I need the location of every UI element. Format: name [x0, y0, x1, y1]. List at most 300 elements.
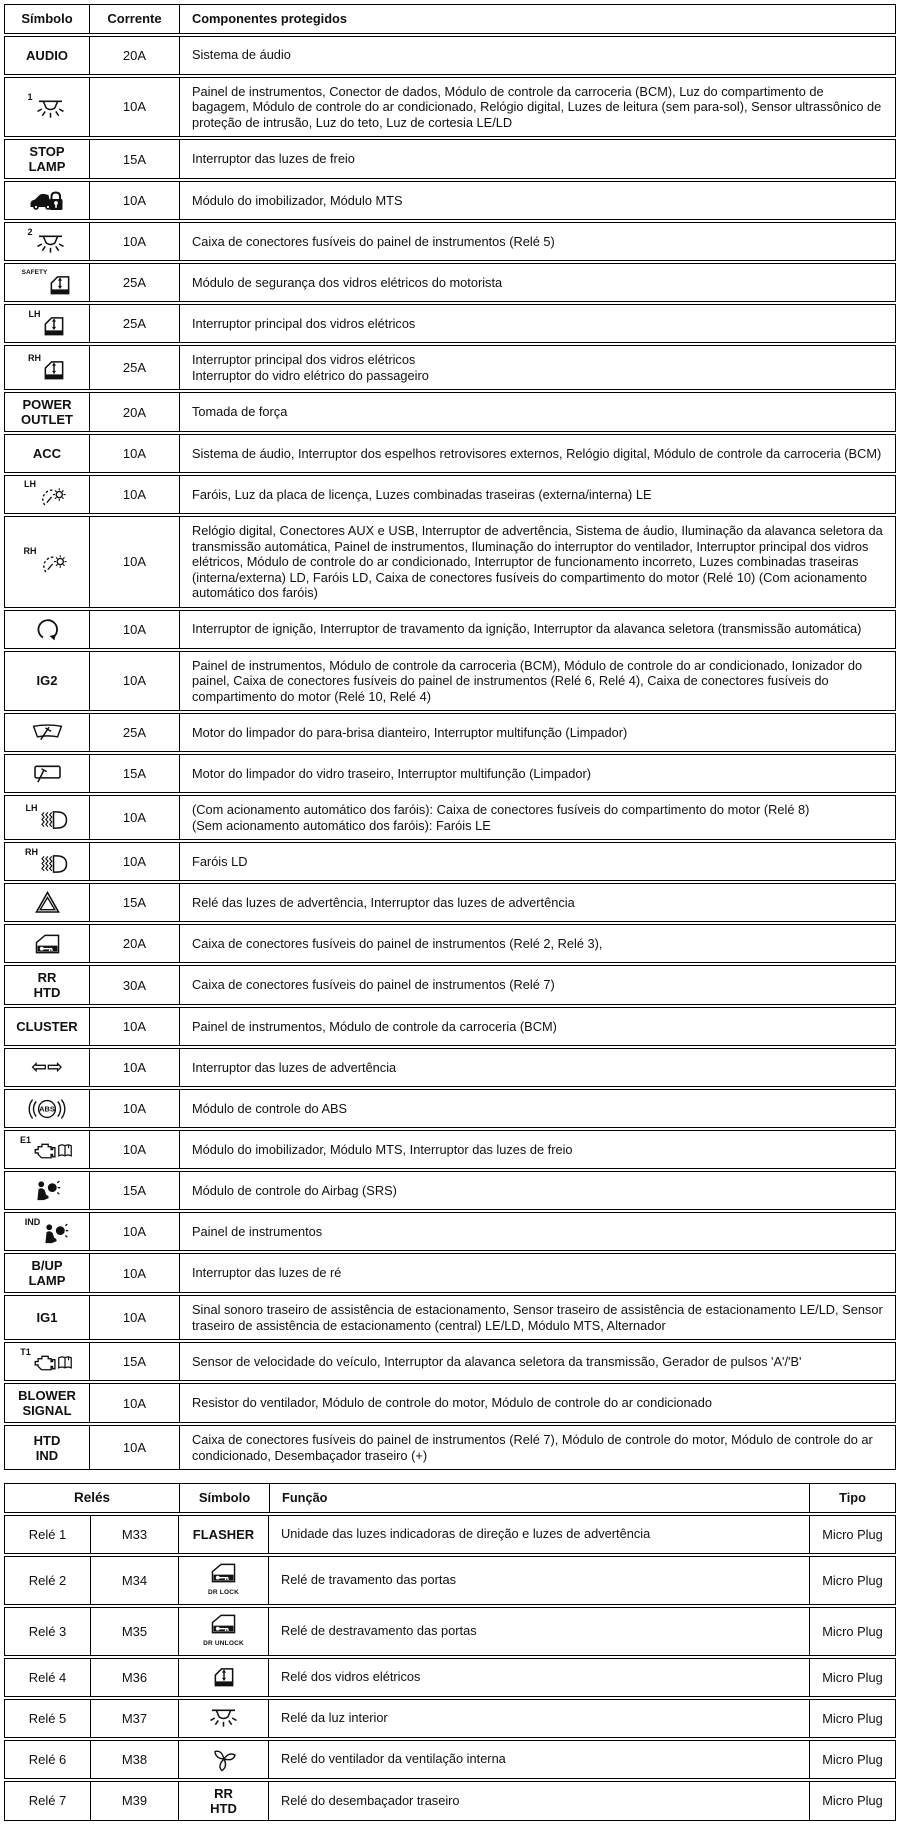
fuse-header-components: Componentes protegidos [179, 5, 895, 33]
relay-table-header [4, 1483, 896, 1513]
fuse-row [4, 610, 896, 649]
symbol [22, 269, 73, 297]
fuse-components-cell [179, 1426, 895, 1469]
symbol-label: IG2 [36, 673, 58, 689]
fuse-current-cell: 10A [89, 223, 179, 260]
fuse-symbol-cell [5, 1384, 89, 1422]
fuse-row [4, 36, 896, 75]
component-text: Caixa de conectores fusíveis do painel de instrumentos (Relé 5) [192, 233, 555, 249]
symbol-label: HTD [33, 985, 61, 1000]
symbol-prefix: T1 [20, 1346, 31, 1357]
symbol-label: STOP [29, 144, 65, 159]
fuse-row [4, 434, 896, 473]
symbol [33, 1179, 61, 1203]
relay-name-cell: Relé 4 [28, 1669, 67, 1685]
fuse-symbol-cell [5, 517, 89, 607]
fuse-components-cell [179, 346, 895, 389]
fuse-current-cell: 10A [89, 1254, 179, 1292]
fuse-symbol-cell [5, 1296, 89, 1339]
component-text: Caixa de conectores fusíveis do painel de instrumentos (Relé 7) [192, 977, 555, 993]
relay-row [4, 1607, 896, 1656]
fuse-row [4, 795, 896, 840]
symbol [26, 804, 69, 832]
symbol [20, 1348, 74, 1376]
fuse-current-cell: 10A [89, 1049, 179, 1086]
symbol-label: AUDIO [26, 47, 68, 63]
symbol [33, 932, 62, 956]
symbol-label: IND [35, 1447, 59, 1463]
relay-function-cell: Relé de destravamento das portas [268, 1608, 809, 1655]
symbol [24, 480, 70, 509]
fuse-current-cell: 10A [89, 476, 179, 513]
relay-type-cell: Micro Plug [809, 1659, 895, 1696]
relay-type-cell: Micro Plug [809, 1700, 895, 1737]
fuse-row [4, 842, 896, 881]
fuse-symbol-cell [5, 755, 89, 792]
component-text: Módulo do imobilizador, Módulo MTS [192, 192, 403, 208]
fuse-symbol-cell [5, 796, 89, 839]
fuse-components-cell [179, 1384, 895, 1422]
relay-row [4, 1781, 896, 1821]
fuse-symbol-cell [5, 78, 89, 137]
door-lock-key-icon [33, 932, 62, 956]
relay-header-type: Tipo [809, 1484, 895, 1512]
fuse-header-symbol: Símbolo [21, 11, 73, 27]
component-text: Sistema de áudio [192, 47, 291, 63]
relay-name-cell: Relé 6 [28, 1751, 67, 1767]
symbol-prefix: IND [24, 1216, 41, 1227]
fuse-symbol-cell [5, 611, 89, 648]
power-window-icon [42, 354, 66, 382]
fuse-components-cell [179, 1008, 895, 1045]
fuse-symbol-cell [5, 884, 89, 921]
symbol [207, 1706, 240, 1730]
symbol-caption: DR LOCK [207, 1588, 239, 1596]
interior-light-icon [34, 228, 67, 256]
fuse-current-cell: 30A [89, 966, 179, 1004]
fuse-row [4, 651, 896, 712]
fuse-components-cell [179, 1343, 895, 1380]
fuse-row [4, 181, 896, 220]
component-text: Motor do limpador do para-brisa dianteiro, Interruptor multifunção (Limpador) [192, 724, 628, 740]
fuse-components-cell [179, 1213, 895, 1250]
engine-diagnostics-icon [32, 1348, 74, 1376]
relay-code-cell: M35 [90, 1608, 178, 1655]
fuse-table-body [4, 36, 896, 1471]
relay-table [4, 1483, 896, 1821]
power-window-icon [48, 269, 72, 297]
fuse-current-cell: 20A [89, 925, 179, 962]
position-lamp-icon [37, 480, 70, 509]
fuse-current-cell: 15A [89, 1343, 179, 1380]
relay-name-cell: Relé 3 [28, 1623, 67, 1639]
fuse-components-cell [179, 1090, 895, 1127]
symbol-label: HTD [33, 1432, 61, 1448]
relay-type-cell: Micro Plug [809, 1782, 895, 1820]
hazard-warning-icon [34, 890, 61, 915]
fuse-symbol-cell [5, 1008, 89, 1045]
symbol [28, 354, 66, 382]
fuse-symbol-cell [5, 1254, 89, 1292]
symbol [30, 721, 65, 745]
fuse-current-cell: 15A [89, 140, 179, 178]
fuse-row [4, 924, 896, 963]
fuse-components-cell [179, 78, 895, 137]
relay-symbol-cell [178, 1557, 268, 1604]
symbol [25, 1218, 70, 1246]
fuse-row [4, 304, 896, 343]
relay-header-symbol: Símbolo [179, 1484, 269, 1512]
component-text: Interruptor de ignição, Interruptor de travamento da ignição, Interruptor da alavanca seletora (transmissão automática) [192, 621, 862, 637]
headlight-icon [39, 848, 69, 876]
component-text: Módulo de controle do Airbag (SRS) [192, 1182, 397, 1198]
component-text: Interruptor principal dos vidros elétricos [192, 315, 416, 331]
fuse-row [4, 77, 896, 138]
component-text: Interruptor principal dos vidros elétricos [192, 352, 416, 367]
symbol-label: CLUSTER [16, 1019, 78, 1034]
fuse-row [4, 1253, 896, 1293]
fuse-row [4, 139, 896, 179]
relay-header-function: Função [269, 1484, 809, 1512]
relay-name-cell: Relé 1 [28, 1526, 67, 1542]
component-text: Faróis, Luz da placa de licença, Luzes combinadas traseiras (externa/interna) LE [192, 486, 652, 502]
symbol-label: BLOWER [18, 1388, 76, 1403]
relay-code-cell: M33 [90, 1516, 178, 1553]
fuse-row [4, 1089, 896, 1128]
component-text: Interruptor das luzes de ré [192, 1265, 342, 1281]
fuse-symbol-cell [5, 223, 89, 260]
fuse-current-cell: 10A [89, 611, 179, 648]
fuse-symbol-cell [5, 1049, 89, 1086]
fuse-components-cell [179, 37, 895, 74]
fuse-components-cell [179, 182, 895, 219]
fuse-row [4, 713, 896, 752]
relay-type-cell: Micro Plug [809, 1516, 895, 1553]
fuse-components-cell [179, 1296, 895, 1339]
symbol [27, 1096, 67, 1122]
fuse-current-cell: 10A [89, 1296, 179, 1339]
fuse-symbol-cell [5, 305, 89, 342]
fuse-components-cell [179, 476, 895, 513]
fuse-row [4, 263, 896, 302]
fuse-symbol-cell [5, 37, 89, 74]
fuse-row [4, 475, 896, 514]
symbol [24, 547, 71, 576]
relay-code-cell: M34 [90, 1557, 178, 1604]
relay-code-cell: M38 [90, 1741, 178, 1778]
power-window-icon [42, 310, 66, 338]
fuse-table [4, 4, 896, 1470]
fuse-current-cell: 10A [89, 1384, 179, 1422]
relay-type-cell: Micro Plug [809, 1608, 895, 1655]
symbol [31, 1058, 63, 1078]
abs-icon [27, 1096, 67, 1122]
component-text: Caixa de conectores fusíveis do painel de instrumentos (Relé 2, Relé 3), [192, 935, 603, 951]
symbol [212, 1665, 236, 1689]
fuse-symbol-cell [5, 714, 89, 751]
interior-light-icon [207, 1706, 240, 1730]
fuse-row [4, 1212, 896, 1251]
relay-function-cell: Relé do ventilador da ventilação interna [268, 1741, 809, 1778]
power-window-icon [212, 1665, 236, 1689]
symbol-prefix: RH [23, 546, 37, 557]
relay-row [4, 1658, 896, 1697]
fuse-current-cell: 10A [89, 843, 179, 880]
fuse-components-cell [179, 1254, 895, 1292]
rear-wiper-icon [30, 762, 65, 786]
headlight-icon [39, 804, 69, 832]
fuse-components-cell [179, 714, 895, 751]
component-text: Sistema de áudio, Interruptor dos espelhos retrovisores externos, Relógio digital, Módulo de controle da carroceria (BCM) [192, 445, 882, 461]
fuse-components-cell [179, 884, 895, 921]
relay-name-cell: Relé 2 [28, 1572, 67, 1588]
fan-icon [211, 1746, 237, 1772]
symbol-prefix: RH [25, 846, 38, 857]
fuse-components-cell [179, 435, 895, 472]
fuse-symbol-cell [5, 435, 89, 472]
interior-light-icon [34, 93, 67, 121]
fuse-row [4, 1342, 896, 1381]
fuse-components-cell [179, 1131, 895, 1168]
fuse-row [4, 516, 896, 608]
fuse-row [4, 883, 896, 922]
turn-signal-arrows-icon: ⇦⇨ [31, 1056, 63, 1078]
fuse-components-cell [179, 1049, 895, 1086]
fuse-current-cell: 10A [89, 182, 179, 219]
engine-diagnostics-icon [32, 1136, 74, 1164]
fuse-row [4, 1295, 896, 1340]
symbol-label: IG1 [36, 1310, 58, 1325]
fuse-components-cell [179, 755, 895, 792]
relay-code-cell: M39 [90, 1782, 178, 1820]
fuse-current-cell: 25A [89, 714, 179, 751]
relay-symbol-cell [178, 1516, 268, 1553]
symbol-prefix: RH [28, 352, 41, 363]
fuse-row [4, 754, 896, 793]
relay-function-cell: Unidade das luzes indicadoras de direção e luzes de advertência [268, 1516, 809, 1553]
relay-table-body [4, 1515, 896, 1821]
component-text: Interruptor das luzes de freio [192, 151, 355, 167]
symbol-label: SIGNAL [22, 1403, 72, 1418]
fuse-current-cell: 10A [89, 78, 179, 137]
fuse-components-cell [179, 517, 895, 607]
fuse-components-cell [179, 843, 895, 880]
component-text: (Com acionamento automático dos faróis): Caixa de conectores fusíveis do compartimento do motor (Relé 8) [192, 802, 810, 817]
relay-symbol-cell [178, 1700, 268, 1737]
fuse-components-cell [179, 305, 895, 342]
symbol [34, 890, 61, 915]
fuse-components-cell [179, 393, 895, 431]
symbol [27, 93, 66, 121]
component-text: Caixa de conectores fusíveis do painel de instrumentos (Relé 7), Módulo de controle do motor, Módulo de controle do ar condicionado, Desembaçador traseiro (+) [192, 1432, 873, 1463]
relay-row [4, 1515, 896, 1554]
symbol [25, 848, 69, 876]
fuse-symbol-cell [5, 1131, 89, 1168]
fuse-symbol-cell [5, 652, 89, 711]
fuse-symbol-cell [5, 476, 89, 513]
fuse-current-cell: 15A [89, 1172, 179, 1209]
fuse-header-current: Corrente [89, 5, 179, 33]
symbol [211, 1746, 237, 1772]
fuse-row [4, 965, 896, 1005]
symbol [30, 762, 65, 786]
fuse-components-cell [179, 264, 895, 301]
door-lock-key-icon [209, 1612, 238, 1636]
fuse-current-cell: 10A [89, 1131, 179, 1168]
fuse-symbol-cell [5, 1426, 89, 1469]
relay-row [4, 1556, 896, 1605]
relay-row [4, 1740, 896, 1779]
svg-text:ABS: ABS [39, 1104, 55, 1114]
symbol-prefix: LH [28, 308, 41, 319]
symbol-label: RR [37, 970, 57, 985]
fuse-symbol-cell [5, 346, 89, 389]
symbol-label: FLASHER [192, 1526, 255, 1542]
relay-symbol-cell [178, 1782, 268, 1820]
fuse-symbol-cell [5, 925, 89, 962]
fuse-table-header [4, 4, 896, 34]
symbol [209, 1612, 238, 1636]
symbol-prefix: LH [25, 802, 38, 813]
ignition-icon [35, 617, 60, 642]
fuse-current-cell: 20A [89, 37, 179, 74]
fuse-current-cell: 25A [89, 264, 179, 301]
fuse-row [4, 1130, 896, 1169]
component-text: Sensor de velocidade do veículo, Interruptor da alavanca seletora da transmissão, Gerador de pulsos 'A'/'B' [192, 1353, 802, 1369]
fuse-symbol-cell [5, 140, 89, 178]
symbol [35, 617, 60, 642]
fuse-symbol-cell [5, 843, 89, 880]
symbol-prefix: E1 [19, 1134, 31, 1145]
component-text: (Sem acionamento automático dos faróis): Faróis LE [192, 817, 491, 833]
door-lock-key-icon [209, 1561, 238, 1585]
relay-name-cell: Relé 7 [28, 1793, 67, 1808]
fuse-row [4, 1383, 896, 1423]
fuse-current-cell: 20A [89, 393, 179, 431]
fuse-components-cell [179, 966, 895, 1004]
symbol-label: LAMP [28, 1273, 66, 1288]
symbol [209, 1561, 238, 1585]
fuse-components-cell [179, 1172, 895, 1209]
fuse-current-cell: 15A [89, 884, 179, 921]
relay-code-cell: M36 [90, 1659, 178, 1696]
fuse-row [4, 1007, 896, 1046]
symbol-label: ACC [32, 446, 62, 461]
fuse-row [4, 1171, 896, 1210]
relay-code-cell: M37 [90, 1700, 178, 1737]
relay-type-cell: Micro Plug [809, 1741, 895, 1778]
car-lock-icon [29, 188, 65, 213]
relay-symbol-cell [178, 1608, 268, 1655]
component-text: Motor do limpador do vidro traseiro, Interruptor multifunção (Limpador) [192, 765, 592, 781]
relay-function-cell: Relé da luz interior [268, 1700, 809, 1737]
symbol-label: B/UP [31, 1258, 63, 1273]
fuse-row [4, 345, 896, 390]
airbag-icon [41, 1218, 69, 1246]
fuse-current-cell: 25A [89, 305, 179, 342]
fuse-components-cell [179, 652, 895, 711]
fuse-symbol-cell [5, 264, 89, 301]
component-text: Tomada de força [192, 404, 288, 420]
component-text: Módulo do imobilizador, Módulo MTS, Interruptor das luzes de freio [192, 1141, 573, 1157]
symbol-label: POWER [22, 397, 72, 412]
relay-symbol-cell [178, 1659, 268, 1696]
relay-function-cell: Relé dos vidros elétricos [268, 1659, 809, 1696]
fuse-components-cell [179, 925, 895, 962]
fuse-symbol-cell [5, 1213, 89, 1250]
symbol [20, 1136, 74, 1164]
symbol-prefix: 1 [27, 91, 33, 102]
symbol-label: LAMP [28, 159, 66, 174]
symbol-prefix: LH [24, 479, 36, 489]
fuse-current-cell: 10A [89, 652, 179, 711]
component-text: Relógio digital, Conectores AUX e USB, Interruptor de advertência, Sistema de áudio, Iluminação da alavanca seletora da transmissão automática, Painel de instrumentos, Iluminação do interruptor do ventilador, Interruptor principal dos vidros elétricos, Módulo de controle do ar condicionado, Interruptor de funcionamento incorreto, Luzes combinadas traseiras (interna/externa) LD, Faróis LD, Caixa de conectores fusíveis do compartimento do motor (Relé 10) (Com acionamento automático dos faróis) [192, 523, 883, 600]
relay-header-relays: Relés [73, 1490, 111, 1506]
component-text: Módulo de segurança dos vidros elétricos do motorista [192, 274, 503, 290]
fuse-row [4, 392, 896, 432]
relay-function-cell: Relé do desembaçador traseiro [268, 1782, 809, 1820]
relay-type-cell: Micro Plug [809, 1557, 895, 1604]
fuse-current-cell: 10A [89, 1426, 179, 1469]
fuse-row [4, 222, 896, 261]
component-text: Relé das luzes de advertência, Interruptor das luzes de advertência [192, 894, 575, 910]
symbol-label: RR [214, 1785, 233, 1801]
symbol [27, 228, 66, 256]
fuse-row [4, 1425, 896, 1470]
component-text: Painel de instrumentos, Módulo de controle da carroceria (BCM) [192, 1018, 557, 1034]
component-text: Sinal sonoro traseiro de assistência de estacionamento, Sensor traseiro de assistência de estacionamento LE/LD, Sensor traseiro de assistência de estacionamento (central) LE/LD, Módulo MTS, Alternador [192, 1302, 883, 1333]
fuse-components-cell [179, 796, 895, 839]
symbol [29, 310, 66, 338]
fuse-current-cell: 10A [89, 435, 179, 472]
airbag-icon [33, 1179, 61, 1203]
fuse-components-cell [179, 611, 895, 648]
relay-function-cell: Relé de travamento das portas [268, 1557, 809, 1604]
component-text: Interruptor do vidro elétrico do passageiro [192, 367, 429, 383]
fuse-current-cell: 10A [89, 796, 179, 839]
fuse-current-cell: 10A [89, 1090, 179, 1127]
fuse-current-cell: 10A [89, 517, 179, 607]
component-text: Módulo de controle do ABS [192, 1100, 348, 1116]
component-text: Interruptor das luzes de advertência [192, 1059, 397, 1075]
fuse-symbol-cell [5, 1090, 89, 1127]
component-text: Faróis LD [192, 853, 248, 869]
fuse-current-cell: 10A [89, 1213, 179, 1250]
fuse-symbol-cell [5, 182, 89, 219]
front-wiper-icon [30, 721, 65, 745]
fuse-current-cell: 15A [89, 755, 179, 792]
symbol-label: OUTLET [21, 412, 73, 427]
fuse-symbol-cell [5, 393, 89, 431]
fuse-components-cell [179, 223, 895, 260]
symbol-caption: DR UNLOCK [203, 1639, 244, 1647]
symbol-prefix: 2 [27, 226, 33, 237]
fuse-row [4, 1048, 896, 1087]
component-text: Painel de instrumentos, Conector de dados, Módulo de controle da carroceria (BCM), Luz do compartimento de bagagem, Módulo de controle do ar condicionado, Relógio digital, Luzes de leitura (sem para-sol), Sensor ultrassônico de proteção de intrusão, Luz do teto, Luz de cortesia LE/LD [192, 83, 882, 130]
fuse-components-cell [179, 140, 895, 178]
component-text: Painel de instrumentos, Módulo de controle da carroceria (BCM), Módulo de controle do ar condicionado, Ionizador do painel, Caixa de conectores fusíveis do painel de instrumentos (Relé 6, Relé 4), Caixa de conectores fusíveis do compartimento do motor (Relé 10, Relé 4) [192, 657, 863, 704]
fuse-symbol-cell [5, 1172, 89, 1209]
symbol [29, 188, 65, 213]
component-text: Painel de instrumentos [192, 1223, 323, 1239]
fuse-current-cell: 10A [89, 1008, 179, 1045]
fuse-current-cell: 25A [89, 346, 179, 389]
symbol-prefix: SAFETY [21, 268, 48, 276]
relay-symbol-cell [178, 1741, 268, 1778]
symbol-label: HTD [210, 1800, 237, 1816]
fuse-symbol-cell [5, 1343, 89, 1380]
component-text: Resistor do ventilador, Módulo de controle do motor, Módulo de controle do ar condicionado [192, 1395, 713, 1411]
